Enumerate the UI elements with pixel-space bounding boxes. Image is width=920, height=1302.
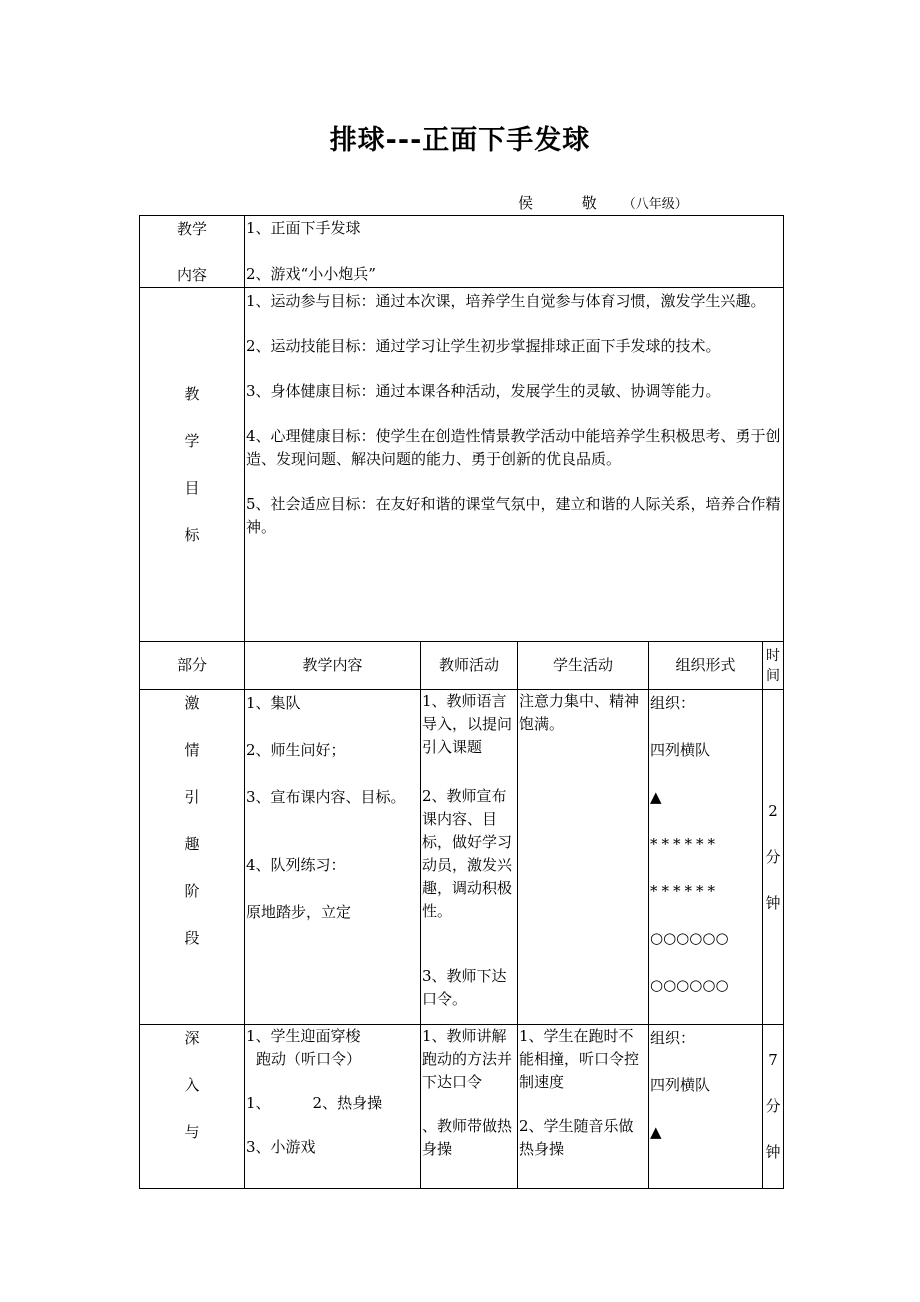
goal-item: 4、心理健康目标：使学生在创造性情景教学活动中能培养学生积极思考、勇于创造、发现问题、解决问题的能力、勇于创新的优良品质。 xyxy=(246,427,781,468)
stage2-time-char: 分 xyxy=(765,1097,781,1115)
stage2-student-cell xyxy=(518,1025,649,1189)
stage2-student-item: 1、学生在跑时不能相撞，听口令控制速度 xyxy=(519,1027,640,1091)
stage2-teacher-item: 、教师带做热身操 xyxy=(422,1117,513,1158)
grade-label: （八年级） xyxy=(622,197,688,212)
header-content: 教学内容 xyxy=(245,642,421,690)
header-time xyxy=(763,642,784,690)
stage1-content-cell xyxy=(245,690,421,1025)
content-items-cell xyxy=(245,216,784,288)
stage1-org-cell xyxy=(649,690,763,1025)
author-line xyxy=(518,192,688,213)
stage2-label-char: 深 xyxy=(184,1029,200,1047)
content-row xyxy=(140,216,784,288)
stage2-content-item: 1、学生迎面穿梭 xyxy=(246,1027,361,1045)
stage1-label-char: 引 xyxy=(184,788,200,806)
stage1-label-char: 阶 xyxy=(184,882,200,900)
stage1-student-item: 注意力集中、精神饱满。 xyxy=(519,692,640,733)
stage1-content-item: 1、集队 xyxy=(246,694,301,712)
stage1-org-circles: ○○○○○○ xyxy=(650,929,729,947)
goals-label-char: 标 xyxy=(184,525,200,544)
stage2-content-item: 跑动（听口令） xyxy=(256,1050,362,1068)
stage2-label-char: 与 xyxy=(184,1123,200,1141)
content-label-1: 教学 xyxy=(176,220,207,238)
stage1-content-item: 2、师生问好； xyxy=(246,741,346,759)
stage1-org-item: 组织： xyxy=(650,694,696,712)
goal-item: 3、身体健康目标：通过本课各种活动，发展学生的灵敏、协调等能力。 xyxy=(246,382,721,400)
stage1-org-item: 四列横队 xyxy=(650,741,711,759)
content-item: 1、正面下手发球 xyxy=(246,219,361,237)
stage1-content-item: 3、宣布课内容、目标。 xyxy=(246,788,406,806)
goals-label-char: 学 xyxy=(184,431,200,450)
stage1-label-char: 段 xyxy=(184,929,200,947)
stage2-student-item: 2、学生随音乐做热身操 xyxy=(519,1117,634,1158)
stage2-org-teacher-marker: ▲ xyxy=(650,1123,662,1141)
stage2-content-item: 3、小游戏 xyxy=(246,1138,316,1156)
header-part: 部分 xyxy=(140,642,245,690)
header-teacher: 教师活动 xyxy=(421,642,518,690)
stage2-label-cell xyxy=(140,1025,245,1189)
author-name: 侯 敬 xyxy=(518,194,619,212)
stage2-teacher-item: 1、教师讲解跑动的方法并下达口令 xyxy=(422,1027,513,1091)
header-time-1: 时 xyxy=(766,647,780,664)
stage1-teacher-cell xyxy=(421,690,518,1025)
lesson-plan-table xyxy=(139,215,784,1189)
stage2-content-cell xyxy=(245,1025,421,1189)
header-student: 学生活动 xyxy=(518,642,649,690)
stage1-org-stars: ****** xyxy=(650,835,719,853)
stage1-teacher-item: 3、教师下达口令。 xyxy=(422,967,507,1008)
stage2-content-row xyxy=(246,1092,419,1115)
header-org: 组织形式 xyxy=(649,642,763,690)
content-item: 2、游戏“小小炮兵” xyxy=(246,265,376,283)
stage1-teacher-item: 2、教师宣布课内容、目标，做好学习动员，激发兴趣，调动积极性。 xyxy=(422,787,513,920)
stage1-row xyxy=(140,690,784,1025)
stage2-time-char: 钟 xyxy=(765,1143,781,1161)
stage2-label-char: 入 xyxy=(184,1076,200,1094)
header-row xyxy=(140,642,784,690)
stage1-time-char: 2 xyxy=(768,802,778,820)
goals-label-char: 教 xyxy=(184,384,200,403)
stage1-time-char: 分 xyxy=(765,848,781,866)
stage1-org-circles: ○○○○○○ xyxy=(650,976,729,994)
stage2-org-cell xyxy=(649,1025,763,1189)
goal-item: 5、社会适应目标：在友好和谐的课堂气氛中，建立和谐的人际关系，培养合作精神。 xyxy=(246,495,781,536)
stage1-student-cell xyxy=(518,690,649,1025)
stage2-content-item: 2、热身操 xyxy=(312,1094,383,1112)
stage2-time-char: 7 xyxy=(768,1051,778,1069)
stage1-org-stars: ****** xyxy=(650,882,719,900)
stage1-time-char: 钟 xyxy=(765,894,781,912)
goal-item: 2、运动技能目标：通过学习让学生初步掌握排球正面下手发球的技术。 xyxy=(246,337,721,355)
content-label-cell xyxy=(140,216,245,288)
stage1-label-char: 情 xyxy=(184,741,200,759)
stage1-org-teacher-marker: ▲ xyxy=(650,788,662,806)
stage2-org-item: 四列横队 xyxy=(650,1076,711,1094)
stage1-time-cell xyxy=(763,690,784,1025)
stage1-content-item: 4、队列练习： xyxy=(246,856,346,874)
header-time-2: 间 xyxy=(766,667,780,684)
goal-item: 1、运动参与目标：通过本次课，培养学生自觉参与体育习惯，激发学生兴趣。 xyxy=(246,292,766,310)
goals-label-cell xyxy=(140,288,245,642)
stage1-teacher-item: 1、教师语言导入，以提问引入课题 xyxy=(422,692,513,756)
stage2-row xyxy=(140,1025,784,1189)
stage1-label-char: 激 xyxy=(184,694,200,712)
goals-items-cell xyxy=(245,288,784,642)
stage2-time-cell xyxy=(763,1025,784,1189)
stage1-label-char: 趣 xyxy=(184,835,200,853)
page-title: 排球---正面下手发球 xyxy=(329,125,591,156)
stage1-content-item: 原地踏步，立定 xyxy=(246,903,352,921)
goals-row xyxy=(140,288,784,642)
content-label-2: 内容 xyxy=(176,266,207,284)
stage2-teacher-cell xyxy=(421,1025,518,1189)
stage2-org-item: 组织： xyxy=(650,1029,696,1047)
goals-label-char: 目 xyxy=(184,478,200,497)
stage1-label-cell xyxy=(140,690,245,1025)
stage2-content-item: 1、 xyxy=(246,1094,271,1112)
